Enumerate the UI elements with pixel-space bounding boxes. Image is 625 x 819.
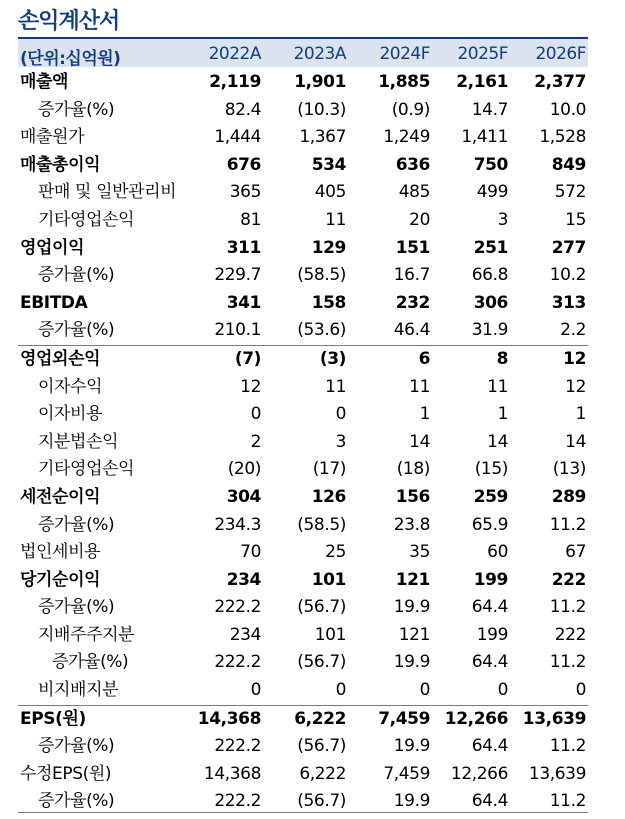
table-cell: 82.4 [224,99,261,120]
table-cell: 2,119 [209,72,261,92]
row-label: 매출액 [20,72,69,92]
table-cell: 750 [473,154,508,175]
table-cell: (56.7) [297,597,346,618]
table-row [18,69,588,97]
table-cell: 1,528 [539,127,586,148]
row-label: 증가율(%) [38,265,115,286]
table-cell: 1,901 [294,72,346,92]
table-cell: 10.0 [549,99,586,120]
table-cell: 151 [395,237,430,258]
table-row [18,345,588,374]
row-label: 증가율(%) [52,652,129,673]
table-cell: 1 [575,404,586,425]
table-row [18,677,588,705]
table-row [18,235,588,263]
table-cell: 341 [226,292,261,313]
table-cell: 64.4 [471,652,508,673]
table-cell: 7,459 [378,708,430,729]
table-cell: 158 [311,292,346,313]
table-cell: 234.3 [214,514,261,535]
table-cell: 12,266 [450,763,508,784]
row-label: 영업외손익 [20,348,101,369]
table-cell: 14,368 [203,763,261,784]
row-label: 판매 및 일반관리비 [38,182,177,203]
table-cell: 6,222 [299,763,346,784]
row-label: EPS(원) [20,708,86,729]
table-row [18,622,588,650]
table-cell: 12,266 [444,708,508,729]
unit-label: (단위:십억원) [20,49,121,69]
table-row [18,207,588,235]
year-header: 2023A [293,44,346,64]
table-cell: 121 [395,569,430,590]
row-label: EBITDA [20,292,88,313]
table-row [18,567,588,595]
table-cell: 222 [551,569,586,590]
table-row [18,401,588,429]
year-header: 2026F [535,44,586,64]
row-label: 세전순이익 [20,486,101,507]
table-cell: (13) [552,459,586,480]
table-cell: 277 [551,237,586,258]
table-cell: 101 [314,624,346,645]
table-cell: 12 [565,376,586,397]
table-cell: 10.2 [549,265,586,286]
table-cell: 572 [554,182,586,203]
table-cell: 0 [419,680,430,701]
table-cell: 1,885 [378,72,430,92]
table-cell: 126 [311,486,346,507]
row-label: 수정EPS(원) [20,763,112,784]
table-cell: 14.7 [471,99,508,120]
table-cell: 11 [325,209,346,230]
table-cell: 11 [487,376,508,397]
table-cell: (58.5) [297,265,346,286]
table-cell: 222.2 [214,736,261,757]
table-cell: (3) [319,348,346,369]
table-cell: 2 [250,431,261,452]
table-row [18,97,588,125]
table-row [18,705,588,734]
row-label: 기타영업손익 [38,209,135,230]
row-label: 기타영업손익 [38,459,135,480]
table-cell: 1,444 [214,127,261,148]
table-cell: 129 [311,237,346,258]
table-cell: 14 [409,431,430,452]
table-cell: 6,222 [294,708,346,729]
table-cell: 3 [335,431,346,452]
table-header [18,37,588,67]
row-label: 증가율(%) [38,736,115,757]
table-cell: 11 [325,376,346,397]
table-cell: 121 [398,624,430,645]
table-row [18,594,588,622]
table-row [18,152,588,180]
table-cell: 0 [250,680,261,701]
table-cell: 1 [419,404,430,425]
table-cell: 229.7 [214,265,261,286]
table-cell: 499 [476,182,508,203]
table-cell: 46.4 [393,320,430,341]
row-label: 매출총이익 [20,154,101,175]
table-cell: 199 [476,624,508,645]
year-header: 2024F [379,44,430,64]
table-row [18,649,588,677]
row-label: 매출원가 [20,127,85,148]
table-cell: 234 [229,624,261,645]
table-cell: 11.2 [549,514,586,535]
table-cell: (56.7) [297,736,346,757]
table-cell: 11.2 [549,736,586,757]
table-cell: 11 [409,376,430,397]
table-cell: 65.9 [471,514,508,535]
table-cell: 70 [240,542,261,563]
row-label: 법인세비용 [20,542,101,563]
table-cell: 304 [226,486,261,507]
table-cell: (0.9) [391,99,430,120]
row-label: 당기순이익 [20,569,101,590]
table-row [18,179,588,207]
table-cell: 8 [496,348,508,369]
table-cell: 222.2 [214,791,261,812]
row-label: 증가율(%) [38,791,115,812]
table-cell: 289 [551,486,586,507]
table-body [18,69,588,816]
table-cell: 0 [335,404,346,425]
table-cell: 199 [473,569,508,590]
table-cell: 251 [473,237,508,258]
table-cell: 2.2 [560,320,586,341]
row-label: 지배주주지분 [38,624,135,645]
table-row [18,512,588,540]
table-cell: 485 [398,182,430,203]
table-cell: 534 [311,154,346,175]
table-cell: 7,459 [383,763,430,784]
table-cell: 210.1 [214,320,261,341]
table-cell: 11.2 [549,791,586,812]
table-row [18,761,588,789]
table-cell: 16.7 [393,265,430,286]
table-cell: 222.2 [214,652,261,673]
table-cell: 2,377 [534,72,586,92]
table-cell: 2,161 [456,72,508,92]
table-cell: 0 [250,404,261,425]
row-label: 증가율(%) [38,597,115,618]
table-row [18,317,588,345]
table-cell: 64.4 [471,736,508,757]
table-cell: (18) [396,459,430,480]
table-cell: 25 [325,542,346,563]
table-cell: 12 [240,376,261,397]
table-cell: (17) [312,459,346,480]
table-cell: 101 [311,569,346,590]
table-cell: 81 [240,209,261,230]
table-cell: 849 [551,154,586,175]
table-cell: 405 [314,182,346,203]
table-cell: 0 [497,680,508,701]
table-cell: 23.8 [393,514,430,535]
table-cell: 31.9 [471,320,508,341]
table-cell: 19.9 [393,736,430,757]
table-row [18,733,588,761]
table-cell: 19.9 [393,652,430,673]
table-row [18,539,588,567]
row-label: 영업이익 [20,237,85,258]
table-row [18,456,588,484]
table-cell: 311 [226,237,261,258]
table-cell: 156 [395,486,430,507]
table-cell: 6 [418,348,430,369]
table-cell: (56.7) [297,791,346,812]
table-row [18,124,588,152]
row-label: 증가율(%) [38,320,115,341]
table-cell: 11.2 [549,597,586,618]
table-cell: 19.9 [393,597,430,618]
table-cell: 259 [473,486,508,507]
year-header: 2025F [457,44,508,64]
table-cell: 1,411 [461,127,508,148]
table-cell: 14 [487,431,508,452]
table-cell: 636 [395,154,430,175]
table-cell: 232 [395,292,430,313]
table-cell: 64.4 [471,597,508,618]
table-cell: 66.8 [471,265,508,286]
table-title: 손익계산서 [18,9,120,34]
table-cell: (15) [474,459,508,480]
table-cell: 14,368 [197,708,261,729]
table-cell: 0 [575,680,586,701]
table-cell: 60 [487,542,508,563]
table-cell: 14 [565,431,586,452]
row-label: 이자비용 [38,404,103,425]
table-cell: 19.9 [393,791,430,812]
table-cell: 313 [551,292,586,313]
table-cell: 1 [497,404,508,425]
table-row [18,429,588,457]
table-cell: (58.5) [297,514,346,535]
row-label: 지분법손익 [38,431,119,452]
table-cell: 0 [335,680,346,701]
row-label: 증가율(%) [38,99,115,120]
table-cell: (56.7) [297,652,346,673]
table-cell: 234 [226,569,261,590]
table-cell: 35 [409,542,430,563]
table-cell: 222.2 [214,597,261,618]
table-cell: 222 [554,624,586,645]
table-cell: 676 [226,154,261,175]
table-cell: 11.2 [549,652,586,673]
table-cell: 12 [563,348,586,369]
table-cell: 365 [229,182,261,203]
table-cell: 13,639 [522,708,586,729]
table-cell: 1,249 [383,127,430,148]
row-label: 비지배지분 [38,680,119,701]
table-row [18,374,588,402]
table-cell: 1,367 [299,127,346,148]
table-cell: 20 [409,209,430,230]
table-cell: (7) [234,348,261,369]
table-cell: 67 [565,542,586,563]
row-label: 증가율(%) [38,514,115,535]
table-cell: (10.3) [297,99,346,120]
table-cell: (53.6) [297,320,346,341]
table-row [18,290,588,318]
table-row [18,484,588,512]
table-cell: 64.4 [471,791,508,812]
table-bottom-rule [18,812,588,813]
row-label: 이자수익 [38,376,103,397]
year-header: 2022A [208,44,261,64]
table-cell: 13,639 [528,763,586,784]
table-cell: (20) [227,459,261,480]
table-cell: 3 [497,209,508,230]
table-row [18,262,588,290]
table-cell: 306 [473,292,508,313]
table-cell: 15 [565,209,586,230]
